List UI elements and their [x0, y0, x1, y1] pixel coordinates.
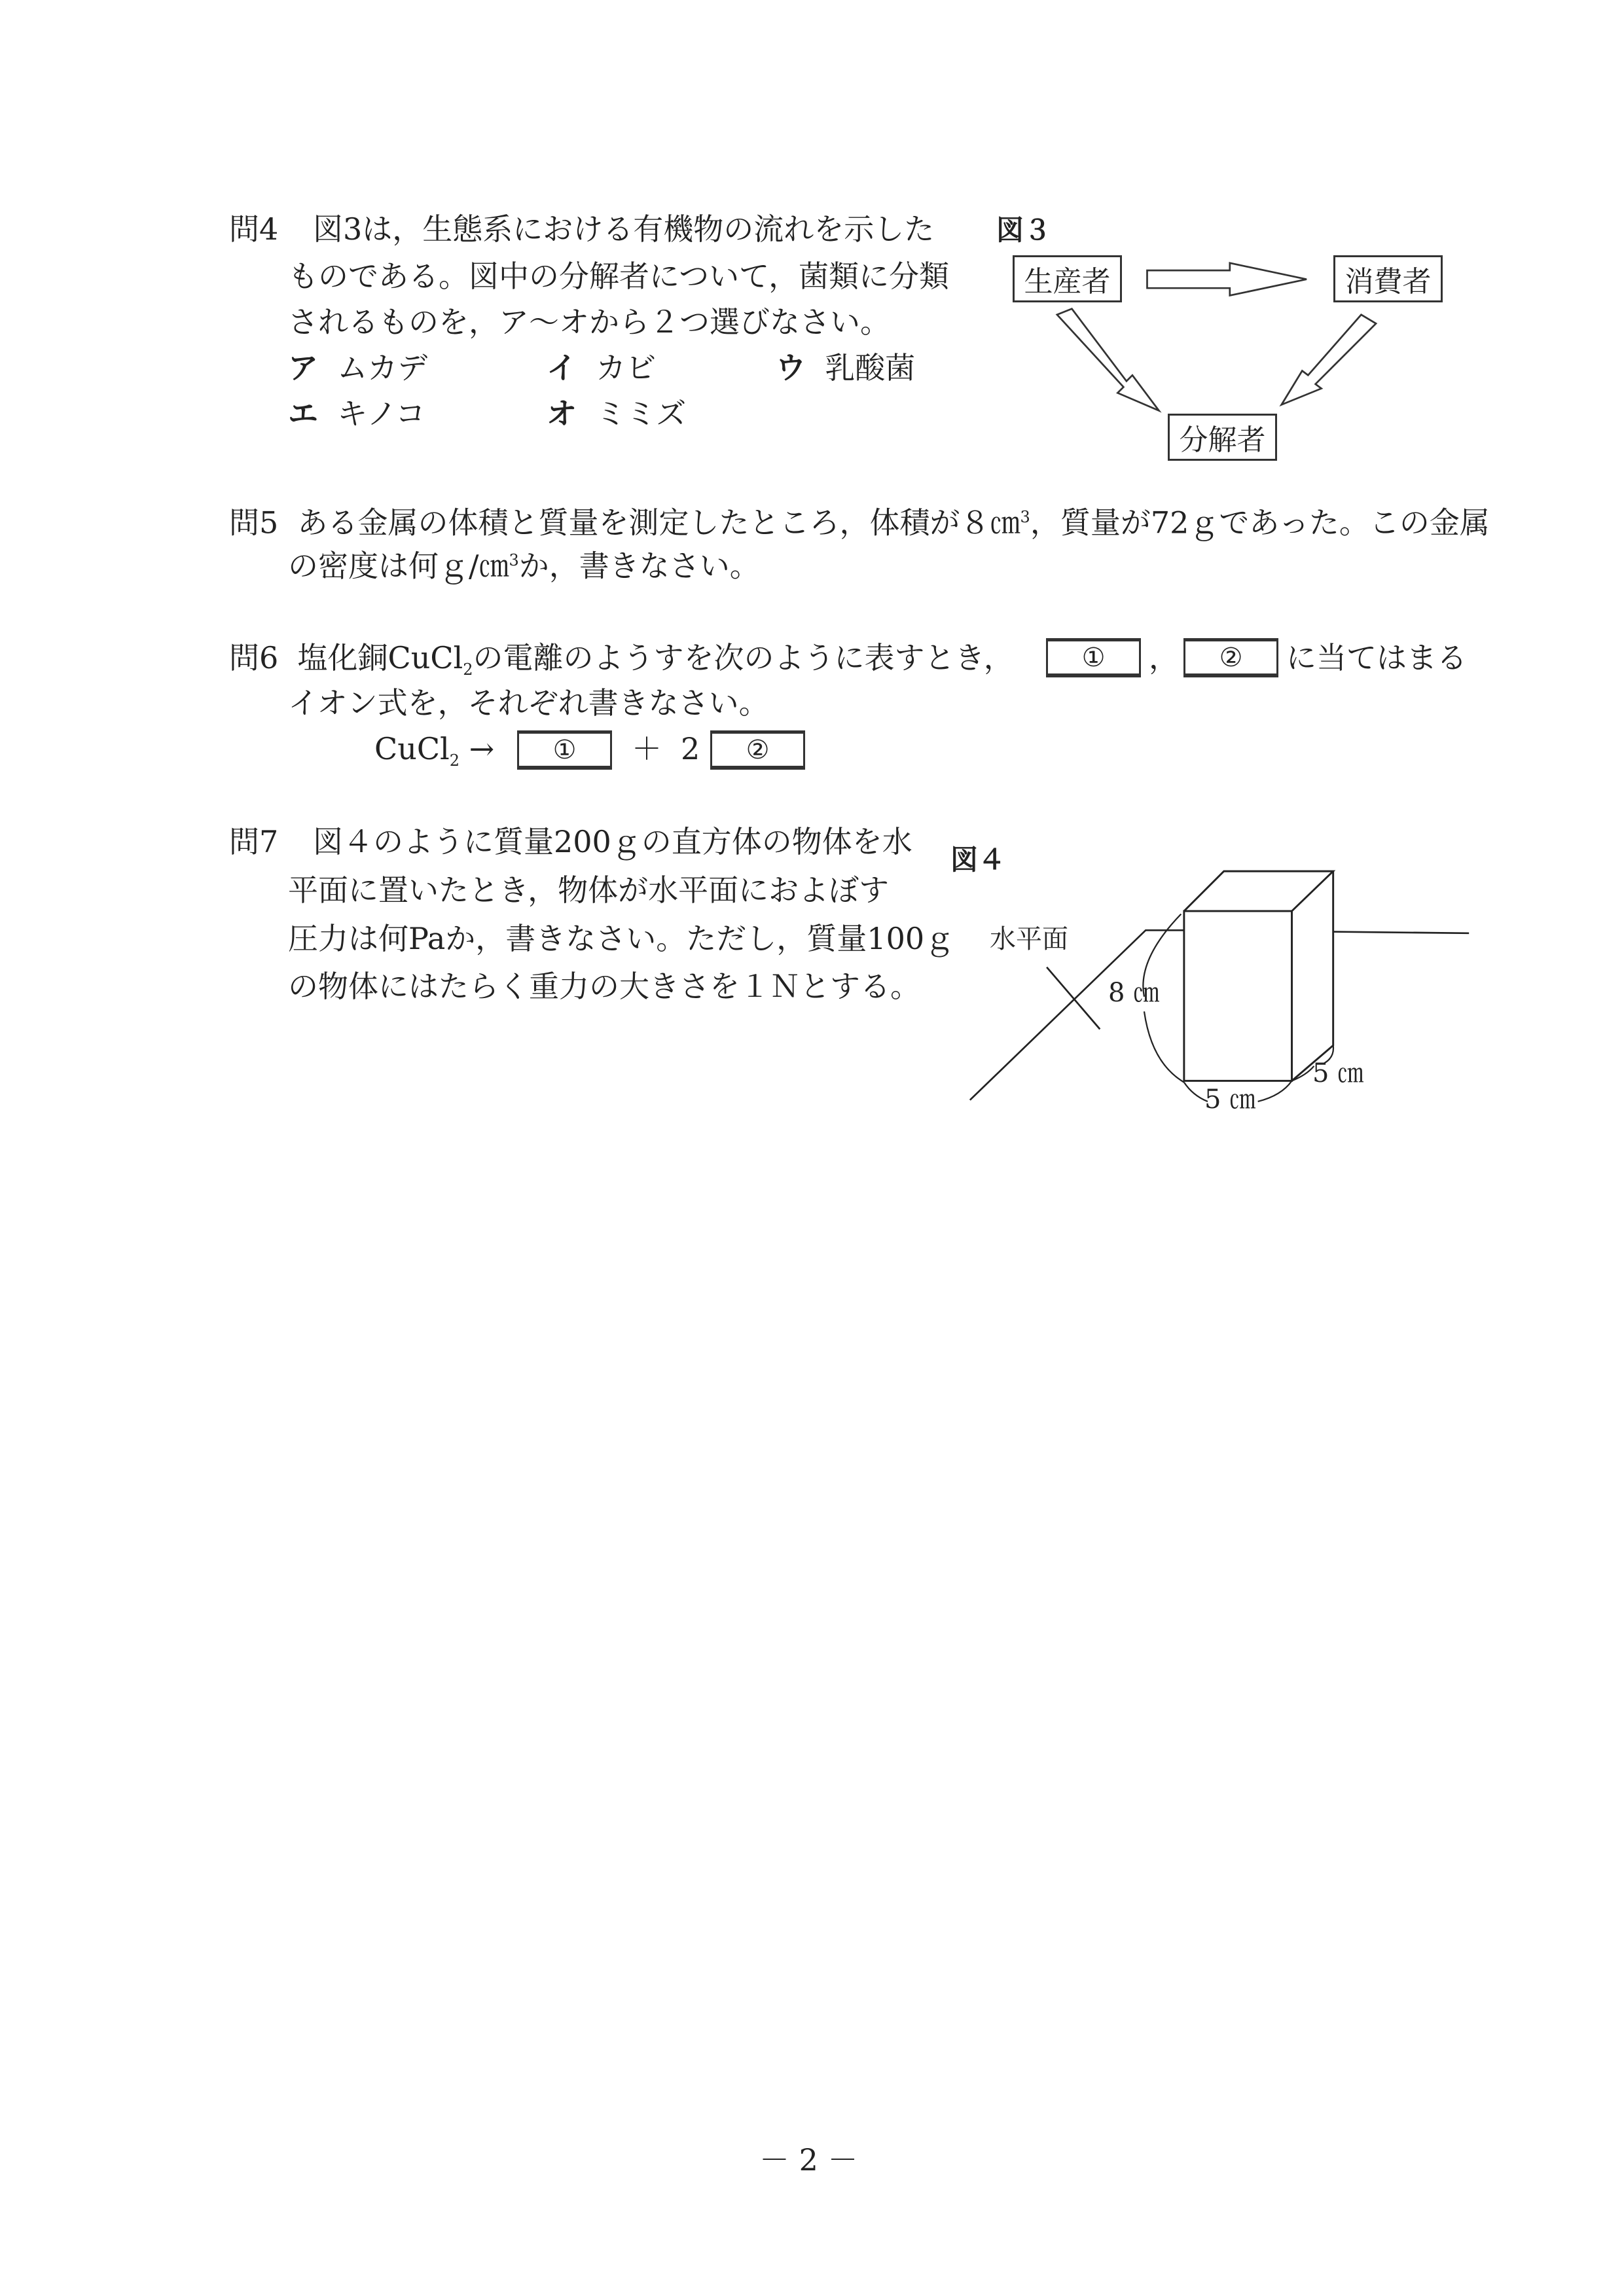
- comma: ，: [1149, 640, 1179, 675]
- q7-text-line: 平面に置いたとき，物体が水平面におよぼす: [288, 872, 890, 908]
- q7-text-line: 図４のように質量200ｇの直方体の物体を水: [313, 824, 912, 859]
- q4-text-line: 図3は，生態系における有機物の流れを示した: [313, 211, 935, 247]
- depth-label: 5 ㎝: [1312, 1058, 1364, 1088]
- equation-blank-2: ②: [710, 730, 805, 770]
- q6-line-1-end: に当てはまる: [1286, 640, 1467, 675]
- equation-left: CuCl$_2$ →: [374, 731, 495, 770]
- q4-option-o: オ ミミズ: [547, 396, 687, 431]
- arrow-producer-to-decomposer: [1057, 309, 1159, 411]
- q7-number: 問7: [229, 824, 279, 859]
- cuboid: [1184, 871, 1333, 1081]
- dimension-arcs: [1143, 914, 1333, 1102]
- fig4-label: 図４: [950, 844, 1006, 876]
- q4-option-u: ウ 乳酸菌: [776, 350, 916, 386]
- equation-blank-1: ①: [517, 730, 612, 770]
- producer-box: 生産者: [1013, 255, 1122, 302]
- q4-option-i: イ カビ: [547, 350, 657, 386]
- fig3-label: 図３: [996, 214, 1052, 246]
- q4-option-e: エ キノコ: [288, 396, 426, 431]
- equation-plus: ＋: [632, 731, 662, 766]
- q4-number: 問4: [229, 211, 279, 247]
- arrow-producer-to-consumer: [1147, 263, 1307, 296]
- plane-label: 水平面: [990, 924, 1068, 954]
- q6-line-1: 問6 塩化銅CuCl$_2$の電離のようすを次のように表すとき，: [229, 640, 1014, 679]
- q6-line-2: イオン式を，それぞれ書きなさい。: [288, 685, 769, 721]
- blank-2: ②: [1183, 638, 1278, 677]
- width-label: 5 ㎝: [1204, 1085, 1256, 1115]
- q5-line-2: の密度は何ｇ/㎝$^3$か，書きなさい。: [288, 548, 760, 584]
- arrow-consumer-to-decomposer: [1282, 315, 1376, 405]
- q7-text-line: の物体にはたらく重力の大きさを１Ｎとする。: [288, 969, 920, 1004]
- q5-line-1: 問5 ある金属の体積と質量を測定したところ，体積が８㎝$^3$，質量が72ｇであった。この金属: [229, 505, 1490, 541]
- equation-coefficient: 2: [681, 731, 700, 766]
- q4-option-a: ア ムカデ: [288, 350, 428, 386]
- q4-text-line: ものである。図中の分解者について，菌類に分類: [288, 259, 950, 294]
- height-label: 8 ㎝: [1108, 978, 1160, 1008]
- consumer-box: 消費者: [1333, 255, 1443, 302]
- decomposer-box: 分解者: [1168, 414, 1277, 461]
- q4-text-line: されるものを，ア～オから２つ選びなさい。: [288, 304, 890, 340]
- blank-1: ①: [1046, 638, 1141, 677]
- page-number: － 2 －: [759, 2142, 858, 2178]
- q7-text-line: 圧力は何Paか，書きなさい。ただし，質量100ｇ: [288, 921, 955, 956]
